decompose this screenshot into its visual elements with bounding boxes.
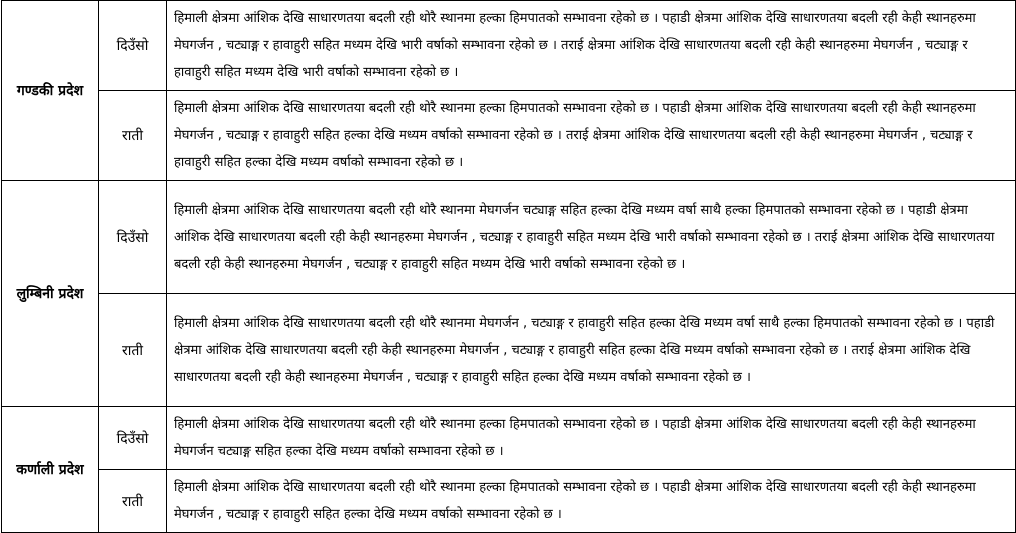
forecast-day-text: हिमाली क्षेत्रमा आंशिक देखि साधारणतया बदली रही थोरै स्थानमा मेघगर्जन चट्याङ्ग सहित हल्का देखि मध्यम वर्षा साथै हल्का हिमपातको सम्भावना रहेको छ । पहाडी क्षेत्रमा आंशिक देखि साधारणतया बदली रही केही स्थानहरुमा मेघगर्जन , चट्याङ्ग र हावाहुरी सहित मध्यम देखि भारी वर्षाको सम्भावना रहेको छ । तराई क्षेत्रमा आंशिक देखि साधारणतया बदली रही केही स्थानहरुमा मेघगर्जन , चट्याङ्ग र हावाहुरी सहित मध्यम देखि भारी वर्षाको सम्भावना रहेको छ ।: [167, 181, 1016, 294]
period-day-cell: दिउँसो: [99, 1, 167, 91]
forecast-day-text: हिमाली क्षेत्रमा आंशिक देखि साधारणतया बदली रही थोरै स्थानमा हल्का हिमपातको सम्भावना रहेको छ । पहाडी क्षेत्रमा आंशिक देखि साधारणतया बदली रही केही स्थानहरुमा मेघगर्जन चट्याङ्ग सहित हल्का देखि मध्यम वर्षाको सम्भावना रहेको छ ।: [167, 407, 1016, 470]
province-name: लुम्बिनी प्रदेश: [16, 285, 84, 302]
forecast-night-text: हिमाली क्षेत्रमा आंशिक देखि साधारणतया बदली रही थोरै स्थानमा मेघगर्जन , चट्याङ्ग र हावाहुरी सहित हल्का देखि मध्यम वर्षा साथै हल्का हिमपातको सम्भावना रहेको छ । पहाडी क्षेत्रमा आंशिक देखि साधारणतया बदली रही केही स्थानहरुमा मेघगर्जन , चट्याङ्ग र हावाहुरी सहित हल्का देखि मध्यम वर्षाको सम्भावना रहेको छ । तराई क्षेत्रमा आंशिक देखि साधारणतया बदली रही केही स्थानहरुमा मेघगर्जन , चट्याङ्ग र हावाहुरी सहित हल्का देखि मध्यम वर्षाको सम्भावना रहेको छ ।: [167, 294, 1016, 407]
province-cell: [2, 1, 99, 181]
forecast-table: [1, 0, 1016, 533]
forecast-night-text: हिमाली क्षेत्रमा आंशिक देखि साधारणतया बदली रही थोरै स्थानमा हल्का हिमपातको सम्भावना रहेको छ । पहाडी क्षेत्रमा आंशिक देखि साधारणतया बदली रही केही स्थानहरुमा मेघगर्जन , चट्याङ्ग र हावाहुरी सहित हल्का देखि मध्यम वर्षाको सम्भावना रहेको छ ।: [167, 470, 1016, 533]
forecast-night-text: हिमाली क्षेत्रमा आंशिक देखि साधारणतया बदली रही थोरै स्थानमा हल्का हिमपातको सम्भावना रहेको छ । पहाडी क्षेत्रमा आंशिक देखि साधारणतया बदली रही केही स्थानहरुमा मेघगर्जन , चट्याङ्ग र हावाहुरी सहित हल्का देखि मध्यम वर्षाको सम्भावना रहेको छ । तराई क्षेत्रमा आंशिक देखि साधारणतया बदली रही केही स्थानहरुमा मेघगर्जन , चट्याङ्ग र हावाहुरी सहित हल्का देखि मध्यम वर्षाको सम्भावना रहेको छ ।: [167, 91, 1016, 181]
table-row: [2, 294, 1016, 407]
table-row: [2, 407, 1016, 470]
province-cell: [2, 407, 99, 533]
table-row: [2, 1, 1016, 91]
period-night-cell: राती: [99, 294, 167, 407]
province-name: गण्डकी प्रदेश: [16, 82, 84, 99]
period-night-cell: राती: [99, 470, 167, 533]
period-night-cell: राती: [99, 91, 167, 181]
province-cell: [2, 181, 99, 407]
table-row: [2, 181, 1016, 294]
table-row: [2, 91, 1016, 181]
forecast-day-text: हिमाली क्षेत्रमा आंशिक देखि साधारणतया बदली रही थोरै स्थानमा हल्का हिमपातको सम्भावना रहेको छ । पहाडी क्षेत्रमा आंशिक देखि साधारणतया बदली रही केही स्थानहरुमा मेघगर्जन , चट्याङ्ग र हावाहुरी सहित मध्यम देखि भारी वर्षाको सम्भावना रहेको छ । तराई क्षेत्रमा आंशिक देखि साधारणतया बदली रही केही स्थानहरुमा मेघगर्जन , चट्याङ्ग र हावाहुरी सहित मध्यम देखि भारी वर्षाको सम्भावना रहेको छ ।: [167, 1, 1016, 91]
period-day-cell: दिउँसो: [99, 181, 167, 294]
table-row: [2, 470, 1016, 533]
province-name: कर्णाली प्रदेश: [16, 461, 84, 478]
period-day-cell: दिउँसो: [99, 407, 167, 470]
